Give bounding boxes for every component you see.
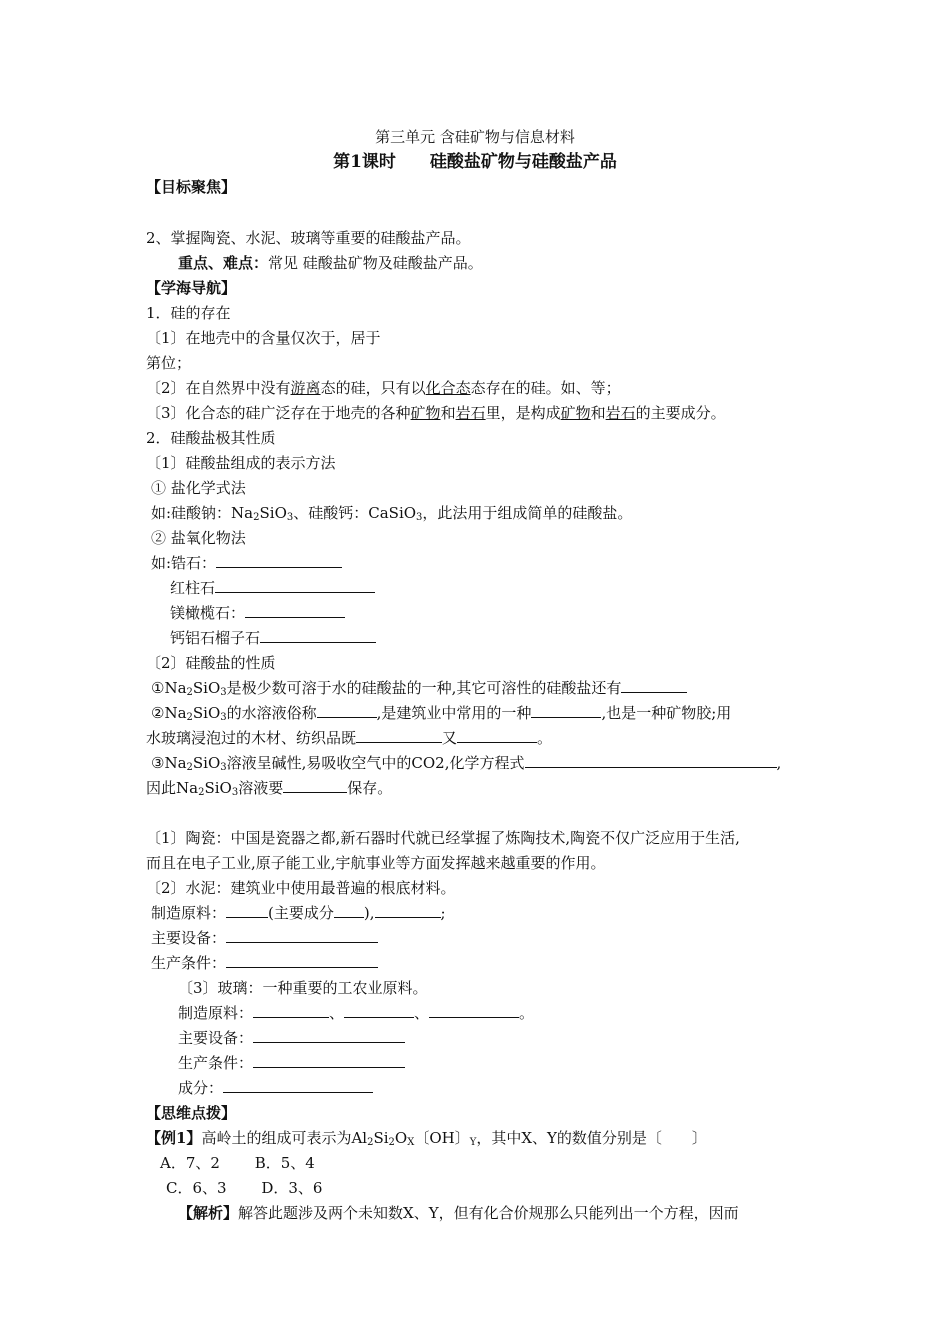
s2-item-2: 〔2〕硅酸盐的性质: [146, 654, 276, 672]
text: SiO: [192, 679, 221, 697]
subscript: 2: [388, 1137, 395, 1148]
text: 保存。: [347, 779, 393, 797]
answer-blank[interactable]: [223, 1078, 373, 1093]
subscript: 3: [286, 512, 294, 523]
s1-item-3: [146, 403, 726, 423]
property-2b: [146, 728, 552, 748]
text: 生产条件：: [151, 954, 227, 972]
text: 主要设备：: [178, 1029, 254, 1047]
example-tag: 【例1】: [146, 1129, 202, 1147]
text: 态存在的硅。如、等；: [470, 379, 621, 397]
key-label: 重点、难点：: [178, 254, 269, 272]
grossular-line: [170, 628, 376, 648]
text: 如:锆石：: [151, 554, 217, 572]
text: ;: [440, 904, 446, 922]
text: 是极少数可溶于水的硅酸盐的一种,其它可溶性的硅酸盐还有: [226, 679, 622, 697]
text: 制造原料：: [178, 1004, 254, 1022]
goal-2: 2、掌握陶瓷、水泥、玻璃等重要的硅酸盐产品。: [146, 229, 471, 247]
section-2-title: 2．硅酸盐极其性质: [146, 429, 276, 447]
options-c-d: C．6、3 D．3、6: [166, 1179, 323, 1197]
section-1-title: 1．硅的存在: [146, 304, 231, 322]
subscript: 2: [367, 1137, 374, 1148]
text: 红柱石: [170, 579, 216, 597]
answer-blank[interactable]: [457, 728, 537, 743]
answer-blank[interactable]: [375, 903, 441, 918]
text: 和: [590, 404, 606, 422]
subscript: 2: [253, 512, 260, 523]
text: 、: [329, 1004, 345, 1022]
text: SiO: [204, 779, 232, 797]
andalusite-line: [170, 578, 375, 598]
answer-blank[interactable]: [253, 1003, 329, 1018]
method-2: ② 盐氧化物法: [151, 529, 246, 547]
answer-blank[interactable]: [317, 703, 377, 718]
analysis: [178, 1203, 739, 1223]
property-3b: [146, 778, 392, 798]
underlined-term: 矿物: [560, 404, 591, 422]
cement-raw-materials: [151, 903, 446, 923]
text: 生产条件：: [178, 1054, 254, 1072]
text: 主要设备：: [151, 929, 227, 947]
answer-blank[interactable]: [334, 903, 364, 918]
answer-blank[interactable]: [621, 678, 687, 693]
glass-equipment: [178, 1028, 405, 1048]
text: SiO: [259, 504, 287, 522]
text: ②Na: [151, 704, 187, 722]
text: 、: [414, 1004, 430, 1022]
text: 态的硅，只有以: [320, 379, 426, 397]
text: 水玻璃浸泡过的木材、纺织品既: [146, 729, 357, 747]
text: SiO: [192, 754, 221, 772]
answer-blank[interactable]: [253, 1053, 405, 1068]
text: 的水溶液俗称: [226, 704, 317, 722]
answer-blank[interactable]: [216, 553, 342, 568]
answer-blank[interactable]: [260, 628, 376, 643]
answer-blank[interactable]: [429, 1003, 519, 1018]
ceramics-line: 〔1〕陶瓷：中国是瓷器之都,新石器时代就已经掌握了炼陶技术,陶瓷不仅广泛应用于生活,: [146, 829, 740, 847]
answer-blank[interactable]: [253, 1028, 405, 1043]
text: ①Na: [151, 679, 187, 697]
underlined-term: 岩石: [605, 404, 636, 422]
text: 镁橄榄石：: [170, 604, 246, 622]
subscript: 3: [220, 687, 227, 698]
glass-composition: [178, 1078, 373, 1098]
answer-blank[interactable]: [226, 903, 268, 918]
subscript: X: [407, 1137, 415, 1148]
text: 的主要成分。: [635, 404, 726, 422]
text: ,也是一种矿物胶;用: [601, 704, 732, 722]
s2-item-1: 〔1〕硅酸盐组成的表示方法: [146, 454, 336, 472]
property-3: [151, 753, 781, 773]
glass-raw-materials: [178, 1003, 534, 1023]
text: SiO: [192, 704, 221, 722]
analysis-text: 解答此题涉及两个未知数X、Y，但有化合价规那么只能列出一个方程，因而: [238, 1204, 739, 1222]
s1-item-1b: 第位；: [146, 354, 192, 372]
unit-title: 第三单元 含硅矿物与信息材料: [375, 128, 575, 146]
text: 。: [519, 1004, 535, 1022]
cement-equipment: [151, 928, 378, 948]
method-1: ① 盐化学式法: [151, 479, 246, 497]
answer-blank[interactable]: [283, 778, 347, 793]
text: 高岭土的组成可表示为Al: [201, 1129, 368, 1147]
property-1: [151, 678, 687, 698]
subscript: 2: [198, 787, 205, 798]
text: 如:硅酸钠：Na: [151, 504, 254, 522]
text: ),: [363, 904, 375, 922]
text: 和: [440, 404, 456, 422]
text: 〔3〕化合态的硅广泛存在于地壳的各种: [146, 404, 411, 422]
subscript: Y: [469, 1137, 477, 1148]
cement-conditions: [151, 953, 378, 973]
text: ，此法用于组成简单的硅酸盐。: [422, 504, 633, 522]
text: 成分：: [178, 1079, 224, 1097]
subscript: 2: [186, 762, 193, 773]
text: 溶液要: [238, 779, 284, 797]
text: 溶液呈碱性,易吸收空气中的CO2,化学方程式: [226, 754, 525, 772]
answer-blank[interactable]: [344, 1003, 414, 1018]
text: 、硅酸钙：CaSiO: [293, 504, 417, 522]
example-1: [146, 1128, 707, 1148]
zircon-line: [151, 553, 342, 573]
subscript: 3: [220, 762, 227, 773]
forsterite-line: [170, 603, 345, 623]
options-a-b: A．7、2 B．5、4: [160, 1154, 315, 1172]
text: 里，是构成: [485, 404, 561, 422]
property-2: [151, 703, 731, 723]
answer-blank[interactable]: [356, 728, 442, 743]
text: 又: [442, 729, 458, 747]
answer-blank[interactable]: [531, 703, 601, 718]
text: 〔2〕在自然界中没有: [146, 379, 291, 397]
text: 因此Na: [146, 779, 199, 797]
answer-blank[interactable]: [245, 603, 345, 618]
text: ，其中X、Y的数值分别是〔 〕: [476, 1129, 707, 1147]
glass-conditions: [178, 1053, 405, 1073]
method-1-example: [151, 503, 632, 523]
text: 〔OH〕: [414, 1129, 470, 1147]
text: ,是建筑业中常用的一种: [376, 704, 532, 722]
goals-heading: 【目标聚焦】: [146, 178, 237, 196]
answer-blank[interactable]: [215, 578, 375, 593]
key-points: [178, 253, 483, 273]
underlined-term: 化合态: [425, 379, 471, 397]
text: O: [394, 1129, 408, 1147]
subscript: 2: [186, 687, 193, 698]
text: 。: [537, 729, 553, 747]
ceramics-line-2: 而且在电子工业,原子能工业,宇航事业等方面发挥越来越重要的作用。: [146, 854, 606, 872]
text: Si: [373, 1129, 389, 1147]
text: 制造原料：: [151, 904, 227, 922]
cement-line: 〔2〕水泥：建筑业中使用最普遍的根底材料。: [146, 879, 456, 897]
subscript: 2: [186, 712, 193, 723]
text: ,: [776, 754, 782, 772]
subscript: 3: [220, 712, 227, 723]
s1-item-1: 〔1〕在地壳中的含量仅次于，居于: [146, 329, 381, 347]
underlined-term: 矿物: [410, 404, 441, 422]
answer-blank[interactable]: [226, 928, 378, 943]
think-heading: 【思维点拨】: [146, 1104, 237, 1122]
analysis-tag: 【解析】: [178, 1204, 239, 1222]
text: 钙铝石榴子石: [170, 629, 261, 647]
key-text: 常见 硅酸盐矿物及硅酸盐产品。: [268, 254, 483, 272]
answer-blank[interactable]: [226, 953, 378, 968]
lesson-title: 第1课时 硅酸盐矿物与硅酸盐产品: [333, 152, 617, 172]
subscript: 3: [416, 512, 423, 523]
s1-item-2: [146, 378, 621, 398]
subscript: 3: [231, 787, 239, 798]
text: (主要成分: [268, 904, 334, 922]
text: ③Na: [151, 754, 187, 772]
underlined-term: 岩石: [455, 404, 486, 422]
underlined-term: 游离: [290, 379, 321, 397]
glass-line: 〔3〕玻璃：一种重要的工农业原料。: [178, 979, 428, 997]
nav-heading: 【学海导航】: [146, 279, 237, 297]
answer-blank[interactable]: [525, 753, 777, 768]
